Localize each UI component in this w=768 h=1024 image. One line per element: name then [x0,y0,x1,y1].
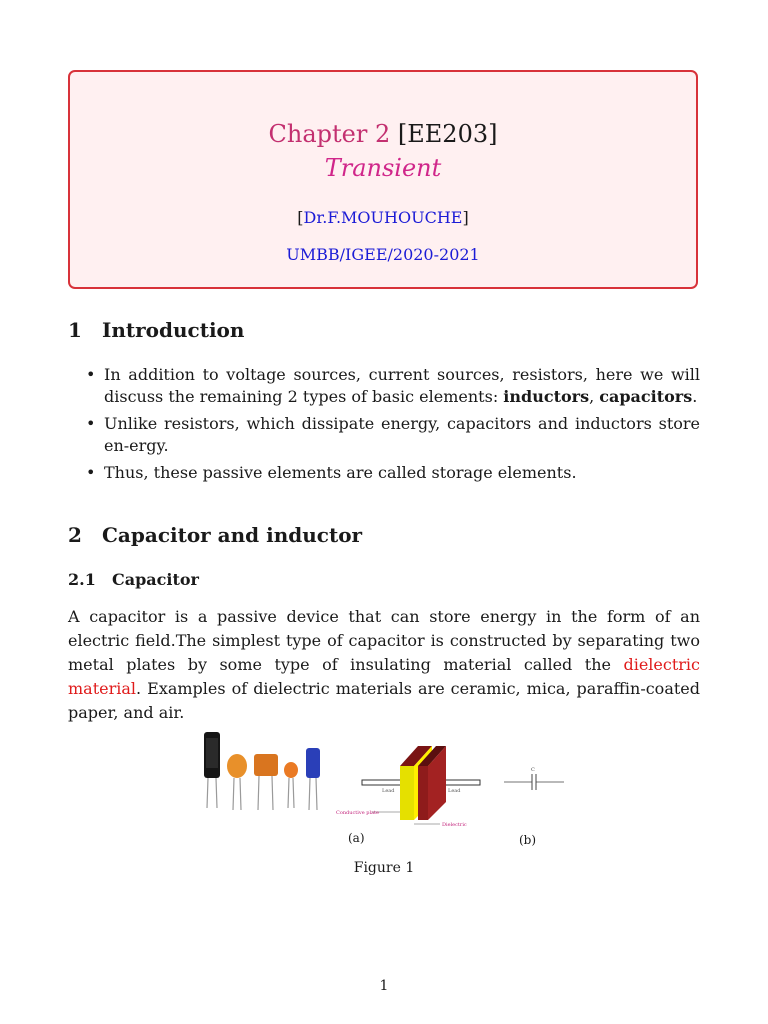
section-title: Introduction [102,318,245,342]
section-heading-capacitor-inductor [68,523,362,547]
chapter-heading [70,120,696,148]
subsection-heading-capacitor [68,570,199,589]
term-inductors: inductors [503,387,590,406]
institution: UMBB/IGEE/2020-2021 [286,245,480,264]
capacitor-photo [204,732,320,810]
author-line [70,208,696,227]
introduction-list [68,364,700,489]
figure-label-a: (a) [348,831,365,845]
parallel-plate-diagram [336,746,480,828]
lead-right-label: Lead [448,788,461,794]
paragraph-text: A capacitor is a passive device that can store energy in the form of an electric field.The simplest type of capacitor is constructed by separating two metal plates by some type of insulating material called the [68,607,700,674]
term-capacitors: capacitors [599,387,693,406]
author-name: Dr.F.MOUHOUCHE [303,208,463,227]
section-title: Capacitor and inductor [102,523,363,547]
author-bracket-close: ] [462,208,469,227]
list-item-text: Thus, these passive elements are called storage elements. [104,463,577,482]
section-heading-introduction [68,318,244,342]
dielectric-label: Dielectric [442,822,467,828]
bullet-icon: • [86,414,96,433]
list-item [68,413,700,457]
section-number: 2 [68,523,82,547]
capacitor-symbol-label: C [531,767,535,773]
list-item-text: Unlike resistors, which dissipate energy, capacitors and inductors store en-ergy. [104,414,700,455]
chapter-subtitle: Transient [324,154,442,182]
list-item-end: . [692,387,698,406]
list-item-separator: , [589,387,600,406]
dielectric-highlight: dielectric material [68,655,700,698]
subsection-number: 2.1 [68,570,96,589]
capacitor-symbol-icon [504,767,564,790]
paragraph-text-end: . Examples of dielectric materials are ceramic, mica, paraffin-coated paper, and air. [68,679,700,722]
section-number: 1 [68,318,82,342]
lead-left-label: Lead [382,788,395,794]
conductive-plate-label: Conductive plate [336,810,380,816]
author-bracket-open: [ [297,208,304,227]
chapter-label: Chapter 2 [268,120,391,148]
figure-caption: Figure 1 [353,860,415,876]
list-item [68,364,700,408]
subsection-title: Capacitor [112,570,199,589]
bullet-icon: • [86,365,96,384]
list-item-text: In addition to voltage sources, current sources, resistors, here we will discuss the remaining 2 types of basic elements: [104,365,700,406]
page-number: 1 [379,978,389,994]
capacitor-paragraph [68,605,700,725]
figure-label-b: (b) [519,833,537,847]
course-code: [EE203] [397,120,498,148]
bullet-icon: • [86,463,96,482]
list-item [68,462,700,484]
capacitor-figure [196,728,576,856]
title-box [68,70,698,289]
